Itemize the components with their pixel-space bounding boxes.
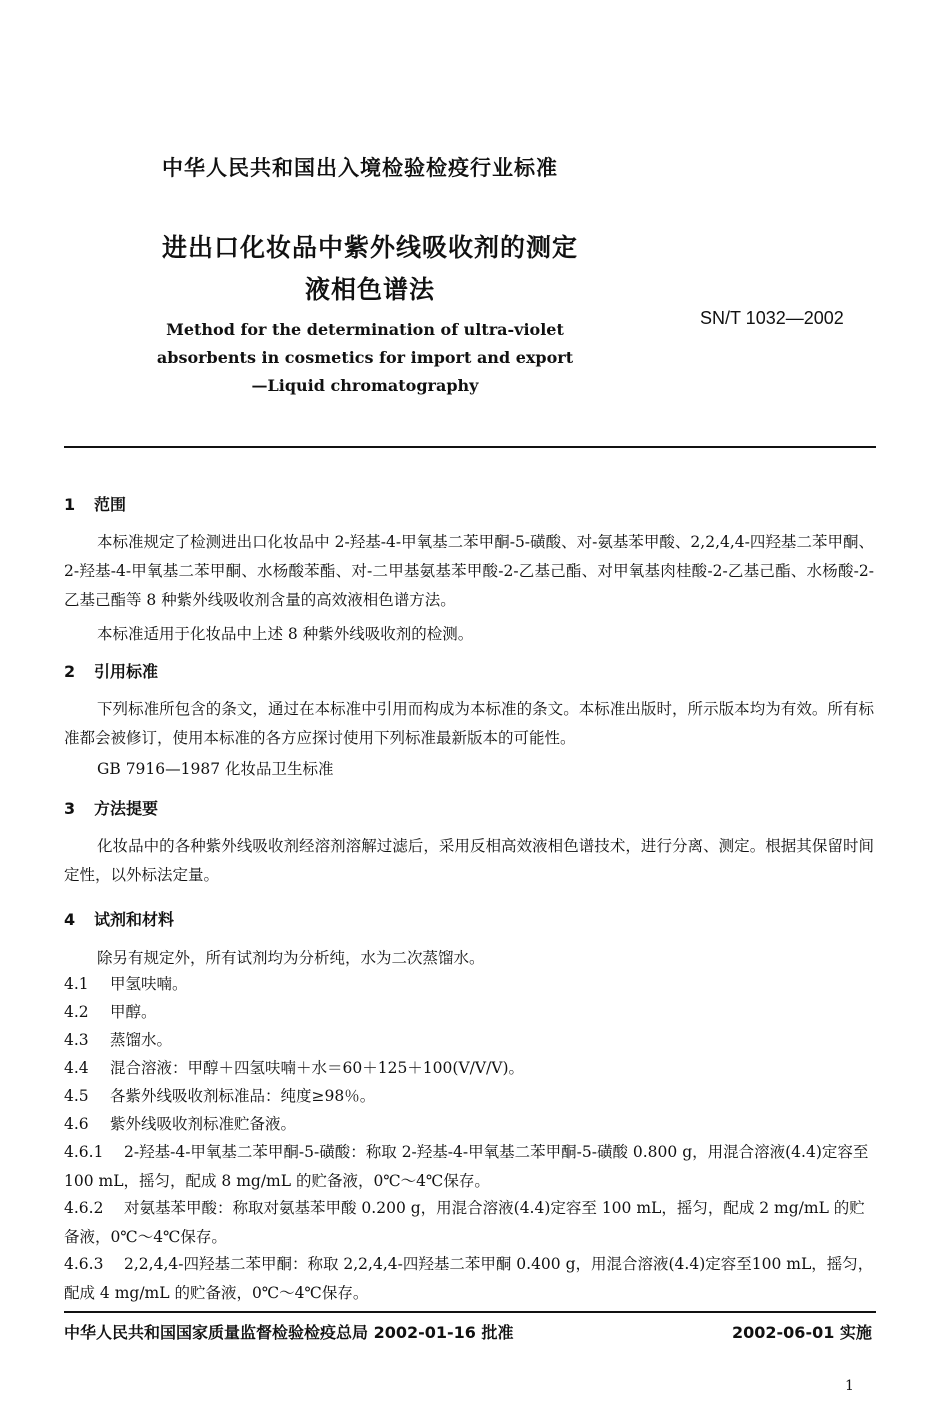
section-2-heading <box>64 659 158 682</box>
item-text: 2-羟基-4-甲氧基二苯甲酮-5-磺酸：称取 2-羟基-4-甲氧基二苯甲酮-5-磺酸 0.800 g，用混合溶液(4.4)定容至 100 mL，摇匀，配成 8 mg/mL 的贮备液，0℃～4℃保存。 <box>64 1143 869 1190</box>
list-item <box>64 1138 874 1196</box>
section-3-heading <box>64 796 158 819</box>
item-number: 4.1 <box>64 975 89 993</box>
standard-number: SN/T 1032—2002 <box>700 308 844 328</box>
section-4-heading <box>64 907 174 930</box>
list-item <box>64 1110 874 1139</box>
header-divider <box>64 446 876 448</box>
item-number: 4.6.3 <box>64 1255 104 1273</box>
approval-statement: 中华人民共和国国家质量监督检验检疫总局 2002-01-16 批准 <box>64 1323 514 1342</box>
item-number: 4.6.2 <box>64 1199 104 1217</box>
item-number: 4.6 <box>64 1115 89 1133</box>
item-text: 对氨基苯甲酸：称取对氨基苯甲酸 0.200 g，用混合溶液(4.4)定容至 100 mL，摇匀，配成 2 mg/mL 的贮备液，0℃～4℃保存。 <box>64 1199 865 1246</box>
english-title-line3: —Liquid chromatography <box>251 376 479 395</box>
section-3-paragraph: 化妆品中的各种紫外线吸收剂经溶剂溶解过滤后，采用反相高效液相色谱技术，进行分离、测定。根据其保留时间定性，以外标法定量。 <box>64 837 874 884</box>
section-4-intro: 除另有规定外，所有试剂均为分析纯，水为二次蒸馏水。 <box>97 949 485 967</box>
implementation-date: 2002-06-01 实施 <box>732 1323 872 1342</box>
document-title-line2: 液相色谱法 <box>304 275 435 304</box>
list-item <box>64 1082 874 1111</box>
item-number: 4.2 <box>64 1003 89 1021</box>
section-number: 2 <box>64 662 76 681</box>
section-1-scope: 本标准适用于化妆品中上述 8 种紫外线吸收剂的检测。 <box>97 625 474 643</box>
list-item <box>64 1026 874 1055</box>
section-2-paragraph: 下列标准所包含的条文，通过在本标准中引用而构成为本标准的条文。本标准出版时，所示版本均为有效。所有标准都会被修订，使用本标准的各方应探讨使用下列标准最新版本的可能性。 <box>64 700 874 747</box>
page-number: 1 <box>845 1378 854 1394</box>
item-number: 4.3 <box>64 1031 89 1049</box>
item-text: 紫外线吸收剂标准贮备液。 <box>110 1115 297 1133</box>
section-title: 试剂和材料 <box>94 910 175 929</box>
section-title: 方法提要 <box>94 799 159 818</box>
section-title: 引用标准 <box>94 662 159 681</box>
item-text: 甲氢呋喃。 <box>110 975 188 993</box>
item-text: 蒸馏水。 <box>110 1031 173 1049</box>
footer-divider <box>64 1311 876 1313</box>
item-number: 4.5 <box>64 1087 89 1105</box>
list-item <box>64 970 874 999</box>
list-item <box>64 1250 874 1308</box>
issuing-agency-header: 中华人民共和国出入境检验检疫行业标准 <box>162 156 558 180</box>
section-1-heading <box>64 492 126 515</box>
list-item <box>64 998 874 1027</box>
item-text: 混合溶液：甲醇＋四氢呋喃＋水＝60＋125＋100(V/V/V)。 <box>110 1059 525 1077</box>
section-title: 范围 <box>94 495 127 514</box>
list-item <box>64 1194 874 1252</box>
item-number: 4.4 <box>64 1059 89 1077</box>
item-text: 甲醇。 <box>110 1003 157 1021</box>
english-title-line2: absorbents in cosmetics for import and export <box>156 348 574 367</box>
list-item <box>64 1054 874 1083</box>
item-text: 各紫外线吸收剂标准品：纯度≥98％。 <box>110 1087 376 1105</box>
document-title-line1: 进出口化妆品中紫外线吸收剂的测定 <box>161 233 578 262</box>
normative-reference: GB 7916—1987 化妆品卫生标准 <box>97 760 334 778</box>
section-number: 1 <box>64 495 76 514</box>
english-title-line1: Method for the determination of ultra-violet <box>166 320 564 339</box>
item-text: 2,2,4,4-四羟基二苯甲酮：称取 2,2,4,4-四羟基二苯甲酮 0.400 g，用混合溶液(4.4)定容至100 mL，摇匀，配成 4 mg/mL 的贮备液，0℃～4℃保存。 <box>64 1255 874 1302</box>
item-number: 4.6.1 <box>64 1143 104 1161</box>
section-1-paragraph: 本标准规定了检测进出口化妆品中 2-羟基-4-甲氧基二苯甲酮-5-磺酸、对-氨基苯甲酸、2,2,4,4-四羟基二苯甲酮、2-羟基-4-甲氧基二苯甲酮、水杨酸苯酯、对-二甲基氨基苯甲酸-2-乙基己酯、对甲氧基肉桂酸-2-乙基己酯、水杨酸-2-乙基己酯等 8 种紫外线吸收剂含量的高效液相色谱方法。 <box>64 533 874 609</box>
section-number: 4 <box>64 910 76 929</box>
section-number: 3 <box>64 799 76 818</box>
